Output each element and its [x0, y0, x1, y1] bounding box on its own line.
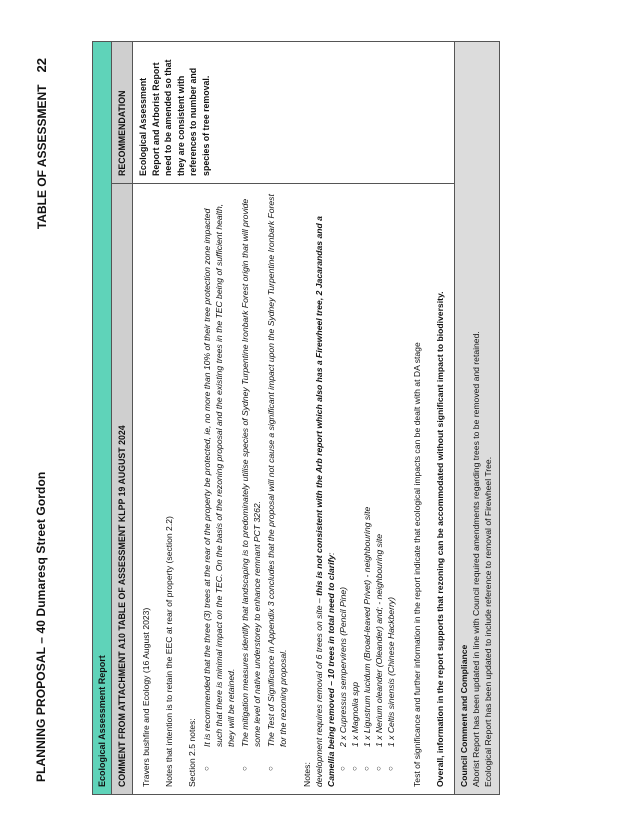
- comment-source: Travers bushfire and Ecology (16 August 2023): [141, 607, 151, 787]
- council-comment-line-1: Aborist Report has been updated in line with Council required amendments regarding trees to be removed and retained.: [471, 331, 481, 787]
- list-item: ○ 2 x Cupressus sempervirens (Pencil Pine): [338, 587, 348, 771]
- assessment-table: [92, 41, 500, 795]
- section-notes-label: Section 2.5 notes:: [187, 718, 197, 787]
- content-row: [133, 42, 455, 795]
- tree-removal-list: [337, 191, 397, 787]
- section-title-row: [93, 42, 112, 795]
- test-of-significance-text: Test of significance and further information in the report indicate that ecological impacts can be dealt with at DA stage: [412, 342, 422, 787]
- section-header-label: TABLE OF ASSESSMENT: [35, 84, 49, 230]
- list-item: ○ 1 x Nerium oleander (Oleander) and; - neighbouring site: [374, 533, 384, 771]
- list-item: ○ The mitigation measures identify that landscaping is to predominately utilise species of Sydney Turpentine Ironbark Forest origin that will provide some level of native understorey to enhance remnant PCT 3262.: [240, 198, 262, 771]
- recommendation-cell: Ecological Assessment Report and Arborist Report need to be amended so that they are consistent with references to number and species of tree removal.: [133, 42, 455, 184]
- comment-cell: [133, 183, 455, 794]
- document-header-title: PLANNING PROPOSAL – 40 Dumaresq Street Gordon: [34, 471, 48, 782]
- circle-bullet-icon: ○: [266, 766, 275, 771]
- list-item: ○ 1 x Ligustrum lucidum (Broad-leaved Privet) - neighbouring site: [362, 506, 372, 771]
- circle-bullet-icon: ○: [202, 766, 211, 771]
- overall-conclusion-text: Overall, information in the report supports that rezoning can be accommodated without significant impact to biodiversity.: [435, 291, 445, 787]
- section-title: Ecological Assessment Report: [93, 42, 112, 795]
- circle-bullet-icon: ○: [362, 766, 371, 771]
- notes-text: development requires removal of 6 trees on site – this is not consistent with the Arb report which also has a Firewheel tree, 2 Jacarandas and a Camellia being removed – 10 trees in total need to clarify:: [314, 216, 336, 787]
- column-header-recommendation: RECOMMENDATION: [112, 42, 133, 184]
- section-notes-list: [201, 191, 289, 787]
- comment-eec-note: Notes that intention is to retain the EEC at rear of property (section 2.2): [164, 516, 174, 787]
- list-item: ○ 1 x Magnolia spp: [350, 682, 360, 771]
- list-item: ○ It is recommended that the three (3) trees at the rear of the property be protected, ie, no more than 10% of their tree protection zone impacted such that there is minimal impact on the TEC. On the basis of the rezoning proposal and the existing trees in the TEC being of sufficient health, they will be retained.: [202, 203, 236, 771]
- circle-bullet-icon: ○: [240, 766, 249, 771]
- circle-bullet-icon: ○: [338, 766, 347, 771]
- notes-label: Notes:: [302, 762, 312, 787]
- council-comment-line-2: Ecological Report has been updated to include reference to removal of Firewheel Tree.: [483, 456, 493, 787]
- column-header-row: [112, 42, 133, 795]
- council-comment-title: Council Comment and Compliance: [459, 644, 469, 787]
- document-header-right: [34, 58, 49, 229]
- council-comment-row: [455, 42, 500, 795]
- circle-bullet-icon: ○: [374, 766, 383, 771]
- list-item: ○ The Test of Significance in Appendix 3 concludes that the proposal will not cause a significant impact upon the Sydney Turpentine Ironbark Forest for the rezoning proposal.: [266, 194, 288, 771]
- list-item: ○ 1 x Celtis sinensis (Chinese Hackberry): [386, 597, 396, 771]
- column-header-comment: COMMENT FROM ATTACHMENT A10 TABLE OF ASSESSMENT KLPP 19 AUGUST 2024: [112, 183, 133, 794]
- page-number: 22: [34, 58, 49, 73]
- council-comment-cell: [455, 42, 500, 795]
- circle-bullet-icon: ○: [386, 766, 395, 771]
- circle-bullet-icon: ○: [350, 766, 359, 771]
